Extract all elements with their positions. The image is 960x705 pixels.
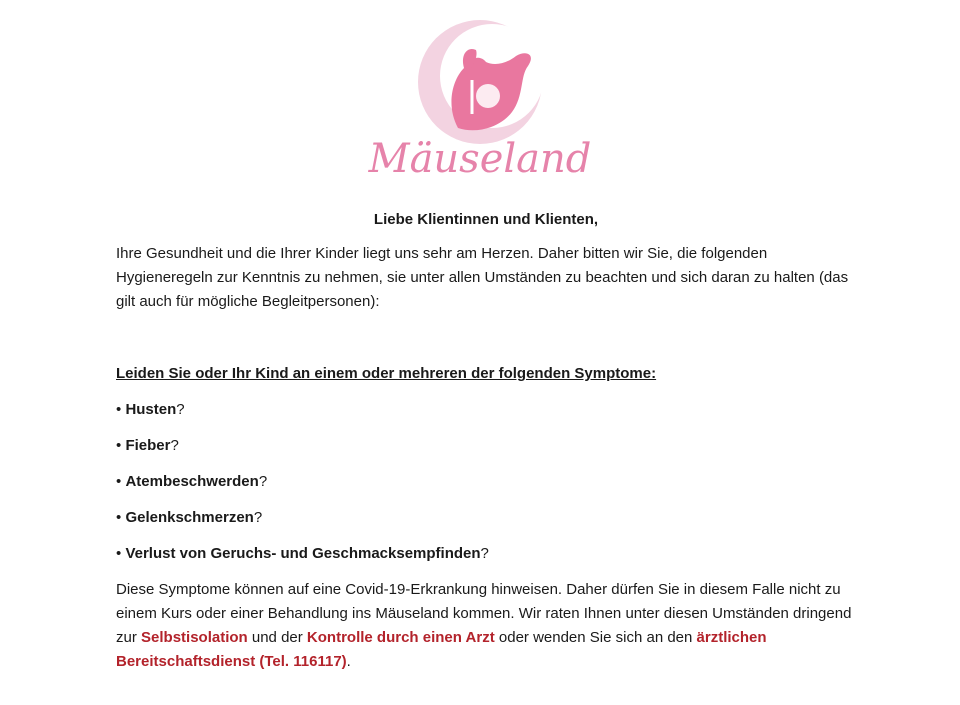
list-item: [116, 542, 856, 566]
symptom-label: Husten: [125, 401, 177, 418]
highlight-emergency-service: ärztlichen Bereitschaftsdienst (Tel. 116117): [116, 629, 767, 670]
symptoms-list: [116, 398, 856, 566]
question-mark: ?: [258, 473, 268, 490]
bullet: •: [116, 473, 122, 490]
highlight-self-isolation: Selbstisolation: [141, 629, 248, 646]
list-item: [116, 506, 856, 530]
symptom-label: Gelenkschmerzen: [125, 509, 254, 526]
logo-face: [476, 84, 500, 108]
letter-greeting: Liebe Klientinnen und Klienten,: [373, 211, 599, 228]
list-item: [116, 398, 856, 422]
question-mark: ?: [170, 437, 179, 454]
question-mark: ?: [253, 509, 263, 526]
letter-intro: Ihre Gesundheit und die Ihrer Kinder liegt uns sehr am Herzen. Daher bitten wir Sie, die folgenden Hygieneregeln zur Kenntnis zu nehmen, sie unter allen Umständen zu beachten und sich daran zu halten (das gilt auch für mögliche Begleitpersonen):: [116, 245, 849, 310]
list-item: [116, 434, 856, 458]
bullet: •: [116, 437, 122, 454]
bullet: •: [116, 401, 122, 418]
symptom-label: Verlust von Geruchs- und Geschmacksempfinden: [125, 545, 481, 562]
bullet: •: [116, 545, 122, 562]
symptom-label: Atembeschwerden: [125, 473, 259, 490]
mouse-in-moon-logo-icon: [360, 10, 600, 190]
symptoms-heading: Leiden Sie oder Ihr Kind an einem oder mehreren der folgenden Symptome:: [116, 365, 657, 382]
warning-text: .: [346, 653, 351, 670]
warning-text: Diese Symptome können auf eine Covid-19-Erkrankung hinweisen. Daher dürfen Sie in diesem Falle nicht zu einem Kurs oder einer Behandlung ins Mäuseland kommen. Wir raten Ihnen unter diesen Umständen dringend zur: [116, 581, 852, 646]
question-mark: ?: [176, 401, 185, 418]
list-item: [116, 470, 856, 494]
letter-body: [116, 208, 856, 674]
warning-text: oder wenden Sie sich an den: [494, 629, 697, 646]
highlight-doctor-check: Kontrolle durch einen Arzt: [306, 629, 495, 646]
covid-warning-paragraph: [116, 578, 856, 674]
symptom-label: Fieber: [125, 437, 171, 454]
question-mark: ?: [480, 545, 489, 562]
logo-wordmark: Mäuseland: [368, 136, 592, 182]
bullet: •: [116, 509, 122, 526]
brand-logo: [360, 10, 600, 190]
warning-text: und der: [247, 629, 307, 646]
